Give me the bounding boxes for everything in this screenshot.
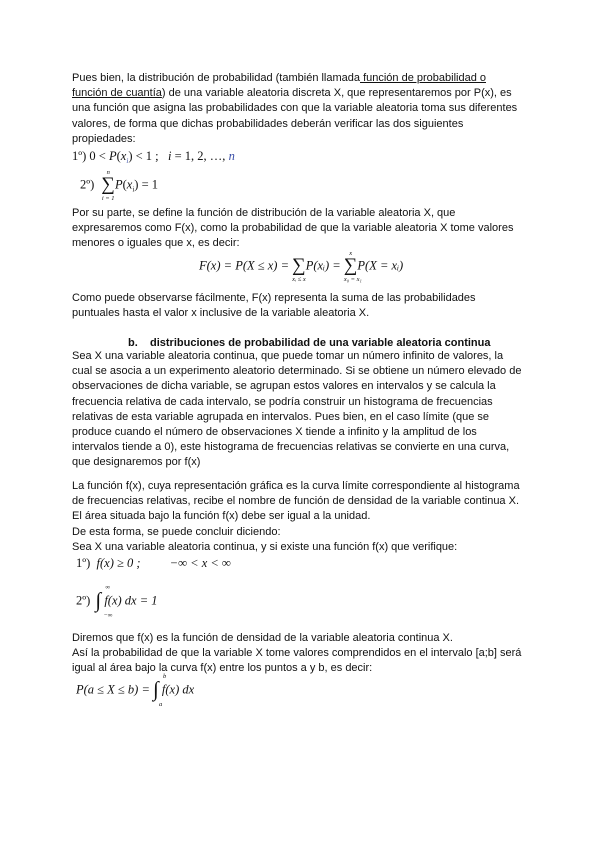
observation-paragraph: Como puede observarse fácilmente, F(x) representa la suma de las probabilidades puntuales hasta el valor x inclusive de la variable aleatoria X.: [72, 292, 476, 320]
property-label: 2º): [80, 177, 95, 192]
discrete-property-1: 1º) $0 < P(x_i) < 1$ ; i = 1, 2, …, n: [72, 149, 235, 165]
integral-symbol: b ∫ a: [153, 673, 167, 709]
cdf-paragraph: Por su parte, se define la función de distribución de la variable aleatoria X, que expresaremos como F(x), como la probabilidad de que la variable aleatoria X tome valores menores o iguales que x, es decir:: [72, 207, 514, 250]
cdf-formula: F(x) = P(X ≤ x) = ∑ xᵢ ≤ x P(xᵢ) = x ∑ x₀ = x₁ P(X = xᵢ): [199, 250, 404, 284]
density-property-1: 1º) f(x) ≥ 0 ; −∞ < x < ∞: [76, 556, 231, 570]
heading-marker: b.: [128, 337, 138, 349]
density-paragraph: La función f(x), cuya representación gráfica es la curva límite correspondiente al histograma de frecuencias relativas, recibe el nombre de función de densidad de la variable continua X. El área situada bajo la función f(x) debe ser igual a la unidad. De esta forma, se puede concluir diciendo: Sea X una variable aleatoria continua, y si existe una función f(x) que verifique:: [72, 480, 520, 553]
sum-symbol: n ∑ i = 1: [101, 169, 115, 203]
property-label: 1º): [72, 149, 87, 163]
intro-text: valores, de forma que dichas probabilidades deberán verificar las dos siguientes: [72, 117, 464, 130]
intro-text: ) de una variable aleatoria discreta X, que representaremos por P(x), es: [161, 87, 512, 100]
sum-symbol: x ∑ x₀ = x₁: [343, 250, 362, 284]
property-label: 1º): [76, 556, 91, 570]
closing-paragraph: Diremos que f(x) es la función de densidad de la variable aleatoria continua X. Así la probabilidad de que la variable X tome valores comprendidos en el intervalo [a;b] será igual al área bajo la curva f(x) entre los puntos a y b, es decir:: [72, 632, 522, 675]
intro-paragraph: [72, 71, 532, 147]
integral-symbol: ∞ ∫ −∞: [95, 584, 113, 620]
intro-text: una función que asigna las probabilidades con que la variable aleatoria toma sus diferentes: [72, 102, 518, 115]
interval-probability-formula: P(a ≤ X ≤ b) = b ∫ a f(x) dx: [76, 673, 195, 709]
intro-text: Pues bien, la distribución de probabilidad (también llamada: [72, 72, 361, 84]
property-label: 2º): [76, 593, 91, 608]
intro-text: propiedades:: [72, 132, 136, 145]
probability-function-link[interactable]: función de probabilidad o: [360, 72, 486, 84]
sum-symbol: ∑ xᵢ ≤ x: [292, 255, 306, 284]
continuous-paragraph: Sea X una variable aleatoria continua, que puede tomar un número infinito de valores, la cual se asocia a un experimento aleatorio determinado. Si se obtiene un número elevado de observaciones de dicha variable, se agrupan estos valores en intervalos y se calcula la frecuencia relativa de cada intervalo, se podría construir un histograma de frecuencias relativas de esta variable agrupada en intervalos. Pues bien, en el caso límite (que se produce cuando el número de observaciones X tiende a infinito y la amplitud de los intervalos tiende a 0), este histograma de frecuencias relativas se convierte en una curva, que designaremos por f(x): [72, 350, 522, 469]
discrete-property-2: 2º) n ∑ i = 1 $P(x_i) = 1$: [80, 169, 159, 203]
quantile-function-link[interactable]: función de cuantía: [72, 87, 162, 100]
density-property-2: 2º) ∞ ∫ −∞ f(x) dx = 1: [76, 584, 158, 620]
heading-title: distribuciones de probabilidad de una variable aleatoria continua: [150, 337, 491, 349]
